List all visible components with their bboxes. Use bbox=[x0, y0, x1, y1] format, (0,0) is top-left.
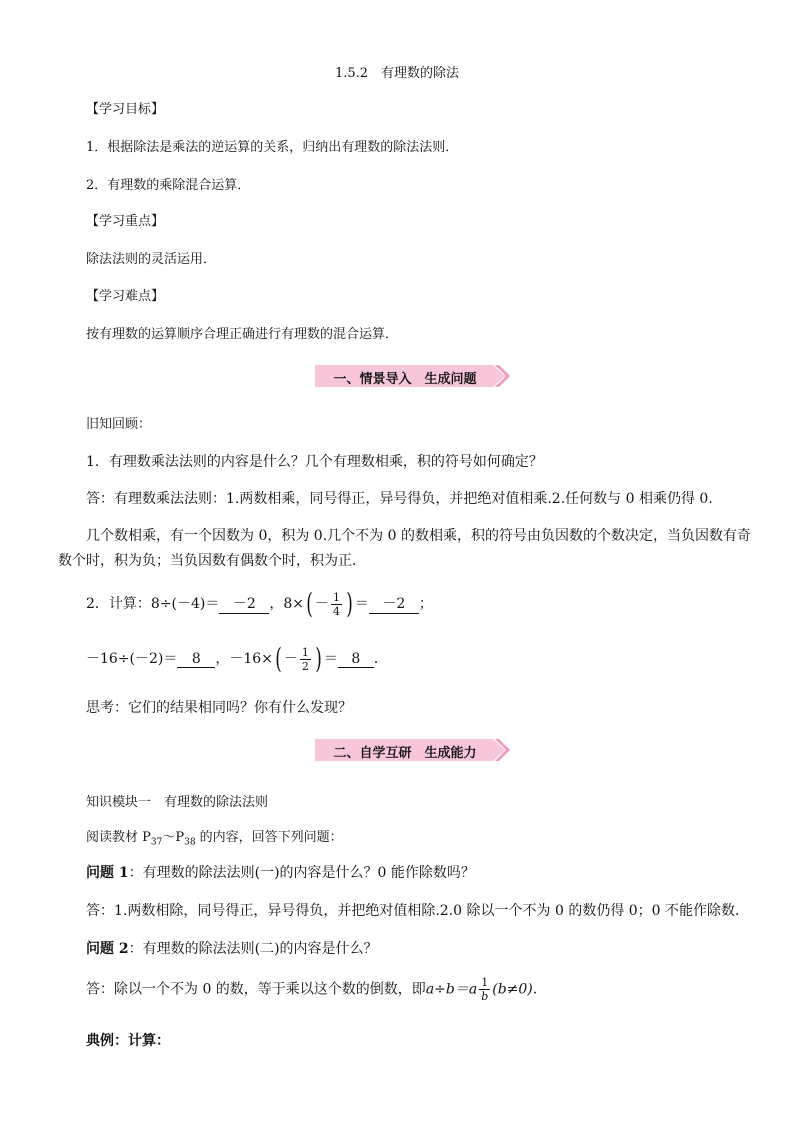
calc-answer-3: 8 bbox=[177, 651, 215, 668]
paren-left: ( bbox=[306, 587, 313, 620]
fraction-one-over-b: $\frac{1}{b}$ bbox=[481, 976, 489, 1003]
problem-2: 问题 2：有理数的除法法则(二)的内容是什么？ bbox=[86, 941, 378, 957]
banner-2-label: 二、自学互研 生成能力 bbox=[333, 746, 477, 761]
section-banner-2 bbox=[315, 739, 505, 761]
problem-1-answer: 答：1.两数相除，同号得正，异号得负，并把绝对值相除.2.0 除以一个不为 0 的数仍得 0；0 不能作除数． bbox=[86, 903, 750, 919]
page-title: 1.5.2 有理数的除法 bbox=[334, 66, 460, 81]
calc-answer-4: 8 bbox=[338, 651, 374, 668]
review-answer-1: 答：有理数乘法法则：1.两数相乘，同号得正，异号得负，并把绝对值相乘.2.任何数与 0 相乘仍得 0. bbox=[86, 491, 713, 507]
module-heading: 知识模块一 有理数的除法法则 bbox=[86, 795, 269, 810]
problem-1: 问题 1：有理数的除法法则(一)的内容是什么？0 能作除数吗？ bbox=[86, 865, 475, 881]
calc-line-2: －16÷(－2)＝ 8 ，－16×( － $\frac{1}{2}$ ) ＝ 8 ． bbox=[86, 642, 388, 675]
fraction-one-quarter: $\frac{1}{4}$ bbox=[332, 590, 340, 618]
goal-item-1: 1．根据除法是乘法的逆运算的关系，归纳出有理数的除法法则． bbox=[86, 140, 459, 155]
paren-right: ) bbox=[315, 642, 322, 675]
example-label: 典例：计算： bbox=[86, 1033, 170, 1049]
difficulty-heading: 【学习难点】 bbox=[86, 289, 165, 304]
calc-line-1: 2．计算：8÷(－4)＝ －2 ，8×( － $\frac{1}{4}$ ) ＝ －2 ； bbox=[86, 587, 433, 620]
fraction-one-half: $\frac{1}{2}$ bbox=[301, 645, 309, 673]
difficulty-item-1: 按有理数的运算顺序合理正确进行有理数的混合运算． bbox=[86, 327, 399, 342]
key-item-1: 除法法则的灵活运用． bbox=[86, 252, 217, 267]
goal-heading: 【学习目标】 bbox=[86, 102, 165, 117]
section-banner-1 bbox=[315, 365, 505, 387]
calc-answer-2: －2 bbox=[369, 593, 419, 614]
review-heading: 旧知回顾： bbox=[86, 417, 152, 432]
key-heading: 【学习重点】 bbox=[86, 214, 165, 229]
banner-1-label: 一、情景导入 生成问题 bbox=[333, 372, 477, 387]
problem-2-answer: 答：除以一个不为 0 的数，等于乘以这个数的倒数，即a÷b＝a $\frac{1}{b}$ (b≠0). bbox=[86, 976, 538, 1003]
review-question-1: 1．有理数乘法法则的内容是什么？几个有理数相乘，积的符号如何确定？ bbox=[86, 454, 543, 470]
paren-left: ( bbox=[275, 642, 282, 675]
paren-right: ) bbox=[346, 587, 353, 620]
reading-instruction: 阅读教材 $P_{37}\sim P_{38}$ 的内容，回答下列问题： bbox=[86, 830, 343, 848]
review-answer-1b-line2: 数个时，积为负；当负因数有偶数个时，积为正． bbox=[58, 553, 366, 569]
goal-item-2: 2．有理数的乘除混合运算． bbox=[86, 178, 251, 193]
calc-answer-1: －2 bbox=[219, 593, 269, 614]
think-question: 思考：它们的结果相同吗？你有什么发现？ bbox=[86, 700, 352, 716]
review-answer-1b-line1: 几个数相乘，有一个因数为 0，积为 0.几个不为 0 的数相乘，积的符号由负因数的个数决定，当负因数有奇 bbox=[86, 528, 751, 544]
